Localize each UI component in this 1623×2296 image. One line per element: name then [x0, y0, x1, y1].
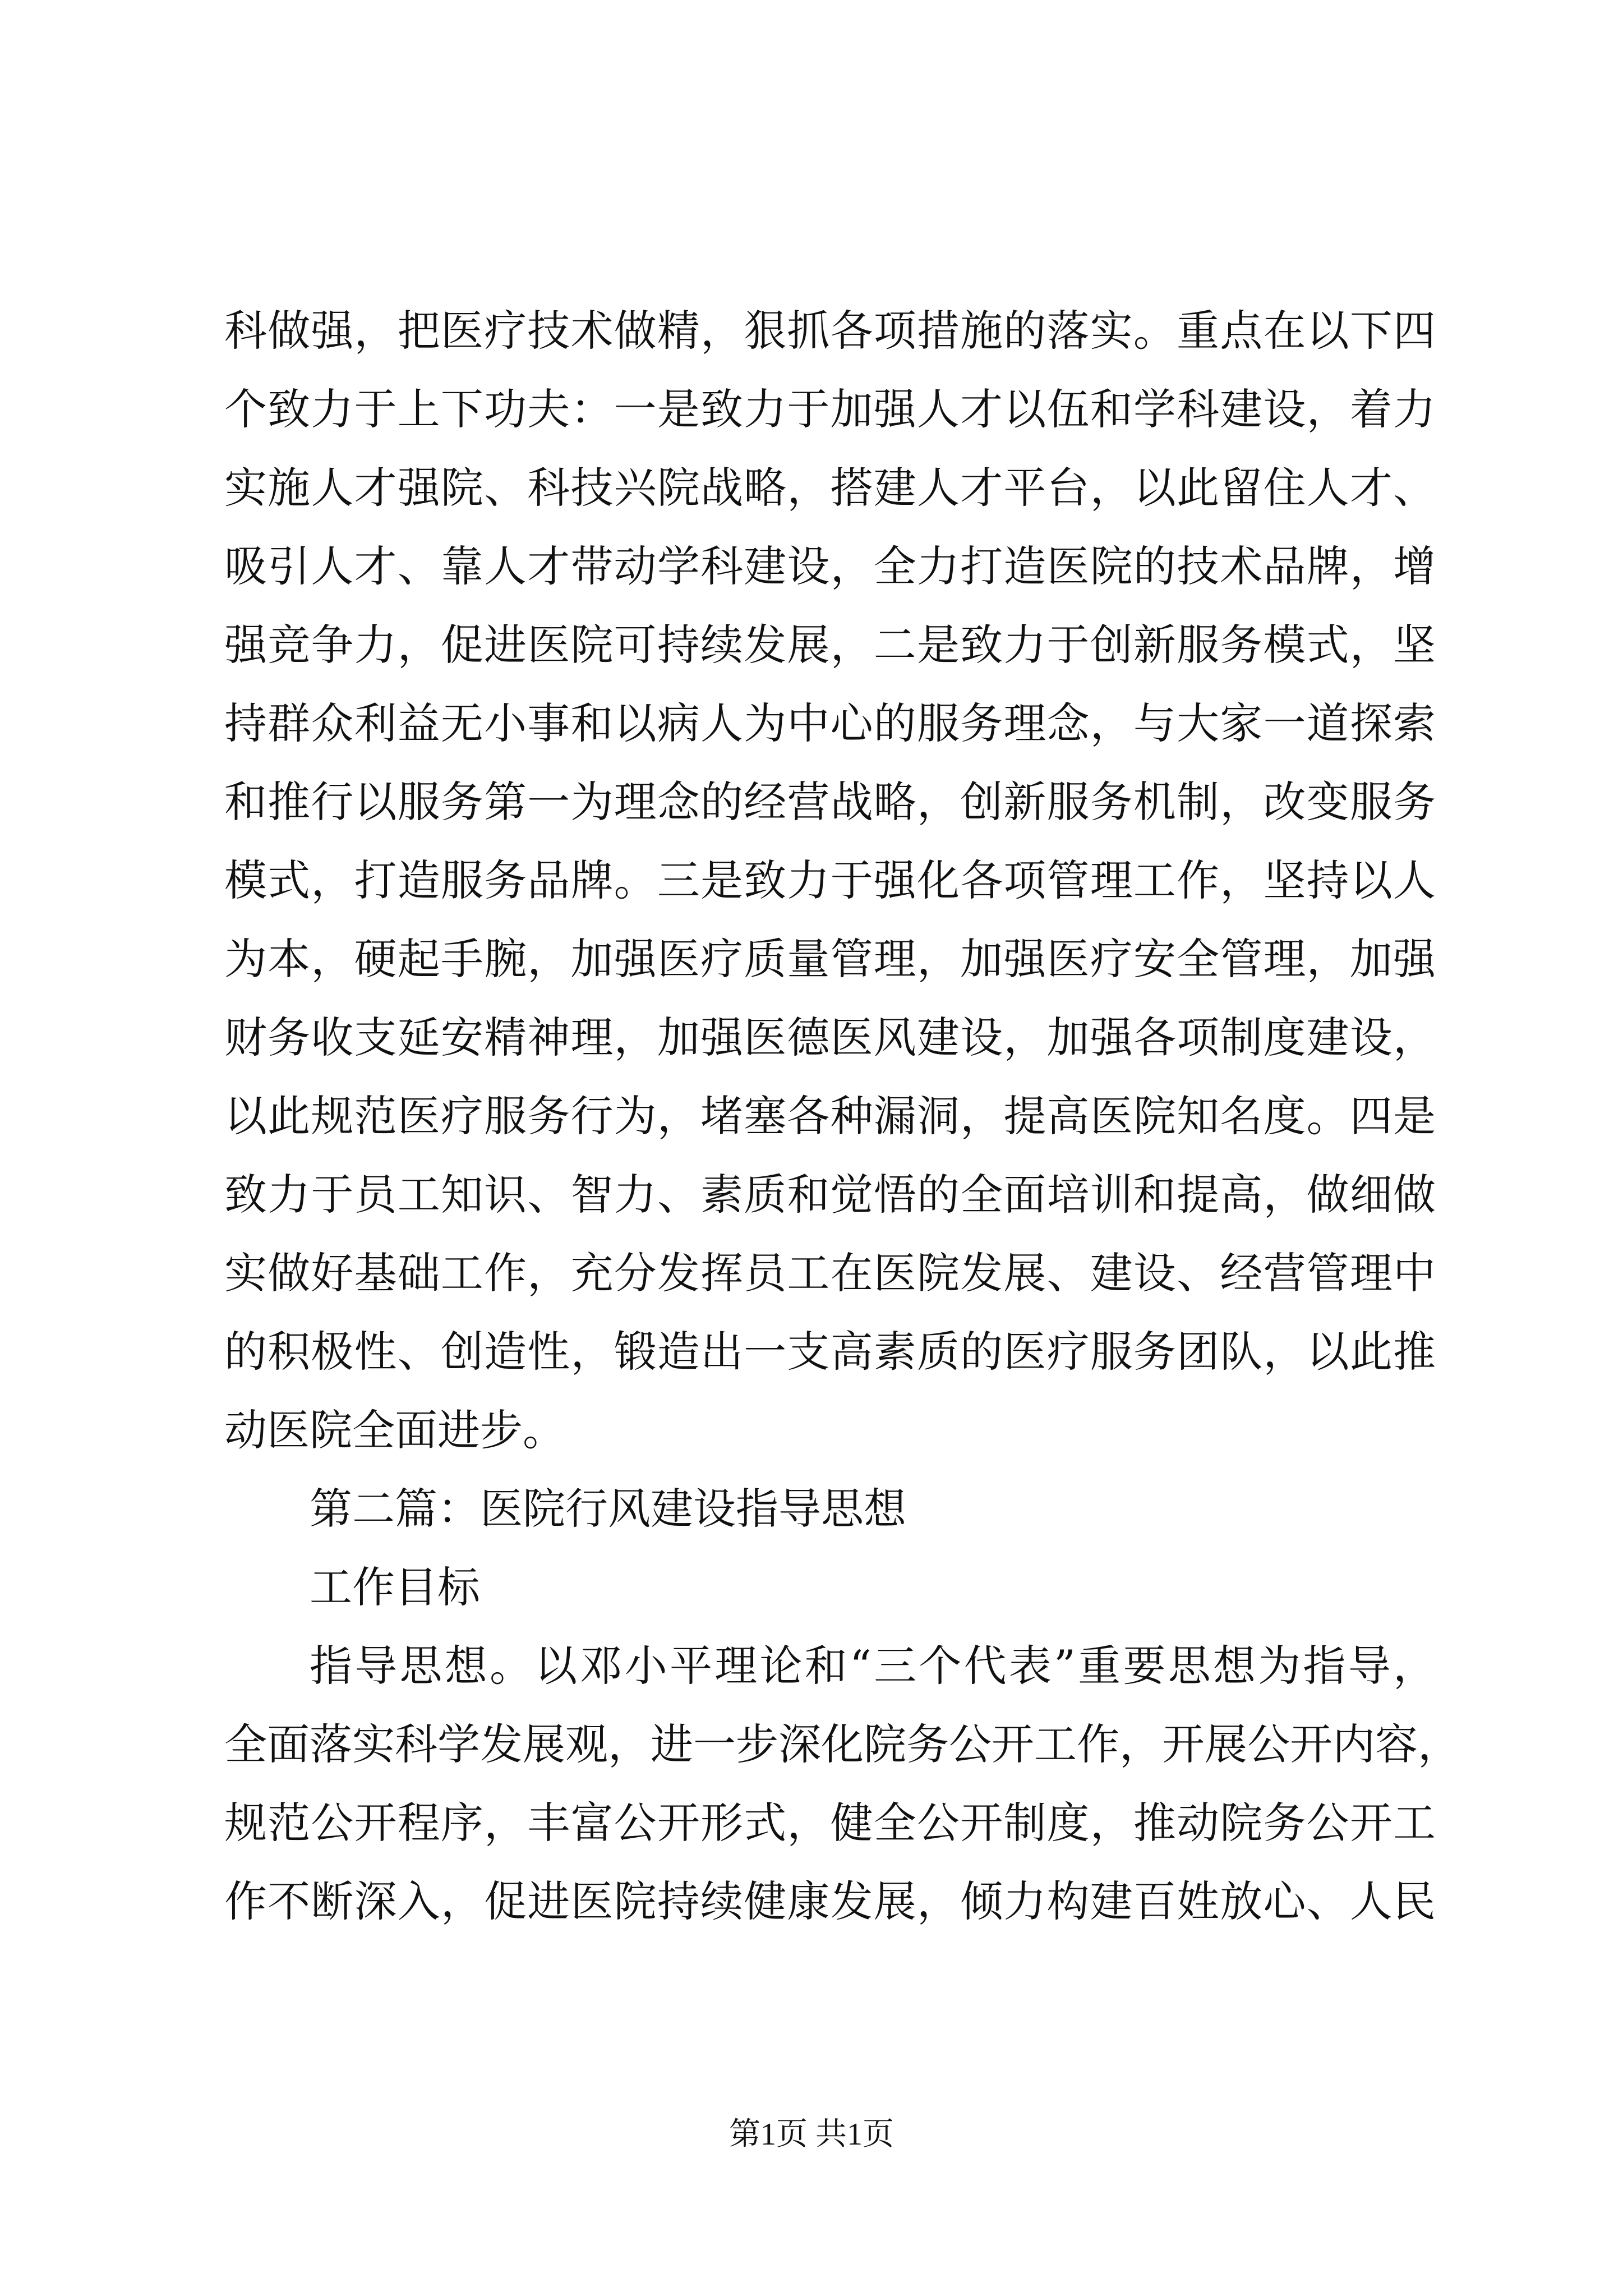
paragraph-line: 以此规范医疗服务行为，堵塞各种漏洞，提高医院知名度。四是 — [224, 1091, 1436, 1141]
paragraph-line: 持群众利益无小事和以病人为中心的服务理念，与大家一道探索 — [224, 698, 1436, 748]
paragraph-line: 强竞争力，促进医院可持续发展，二是致力于创新服务模式，坚 — [224, 620, 1436, 670]
subheading: 工作目标 — [310, 1562, 480, 1612]
paragraph-line: 致力于员工知识、智力、素质和觉悟的全面培训和提高，做细做 — [224, 1170, 1436, 1220]
paragraph-line: 为本，硬起手腕，加强医疗质量管理，加强医疗安全管理，加强 — [224, 934, 1436, 984]
paragraph-line: 个致力于上下功夫：一是致力于加强人才以伍和学科建设，着力 — [224, 384, 1436, 434]
paragraph-line: 的积极性、创造性，锻造出一支高素质的医疗服务团队，以此推 — [224, 1327, 1436, 1377]
paragraph-line: 和推行以服务第一为理念的经营战略，创新服务机制，改变服务 — [224, 777, 1436, 827]
paragraph-line: 作不断深入，促进医院持续健康发展，倾力构建百姓放心、人民 — [224, 1876, 1436, 1926]
paragraph-line: 科做强，把医疗技术做精，狠抓各项措施的落实。重点在以下四 — [224, 306, 1436, 356]
paragraph-line: 吸引人才、靠人才带动学科建设，全力打造医院的技术品牌，增 — [224, 541, 1436, 591]
page-footer: 第1页 共1页 — [729, 2117, 894, 2152]
body-text — [224, 292, 1460, 1941]
paragraph-line: 规范公开程序，丰富公开形式，健全公开制度，推动院务公开工 — [224, 1798, 1436, 1848]
section-heading: 第二篇：医院行风建设指导思想 — [310, 1484, 906, 1534]
paragraph-line: 全面落实科学发展观，进一步深化院务公开工作，开展公开内容， — [224, 1719, 1460, 1769]
paragraph-line: 动医院全面进步。 — [224, 1405, 565, 1455]
paragraph-line: 模式，打造服务品牌。三是致力于强化各项管理工作，坚持以人 — [224, 855, 1436, 905]
paragraph-line: 指导思想。以邓小平理论和“三个代表”重要思想为指导， — [310, 1641, 1436, 1691]
paragraph-line: 实施人才强院、科技兴院战略，搭建人才平台，以此留住人才、 — [224, 463, 1436, 513]
paragraph-line: 财务收支延安精神理，加强医德医风建设，加强各项制度建设， — [224, 1013, 1436, 1062]
paragraph-line: 实做好基础工作，充分发挥员工在医院发展、建设、经营管理中 — [224, 1248, 1436, 1298]
